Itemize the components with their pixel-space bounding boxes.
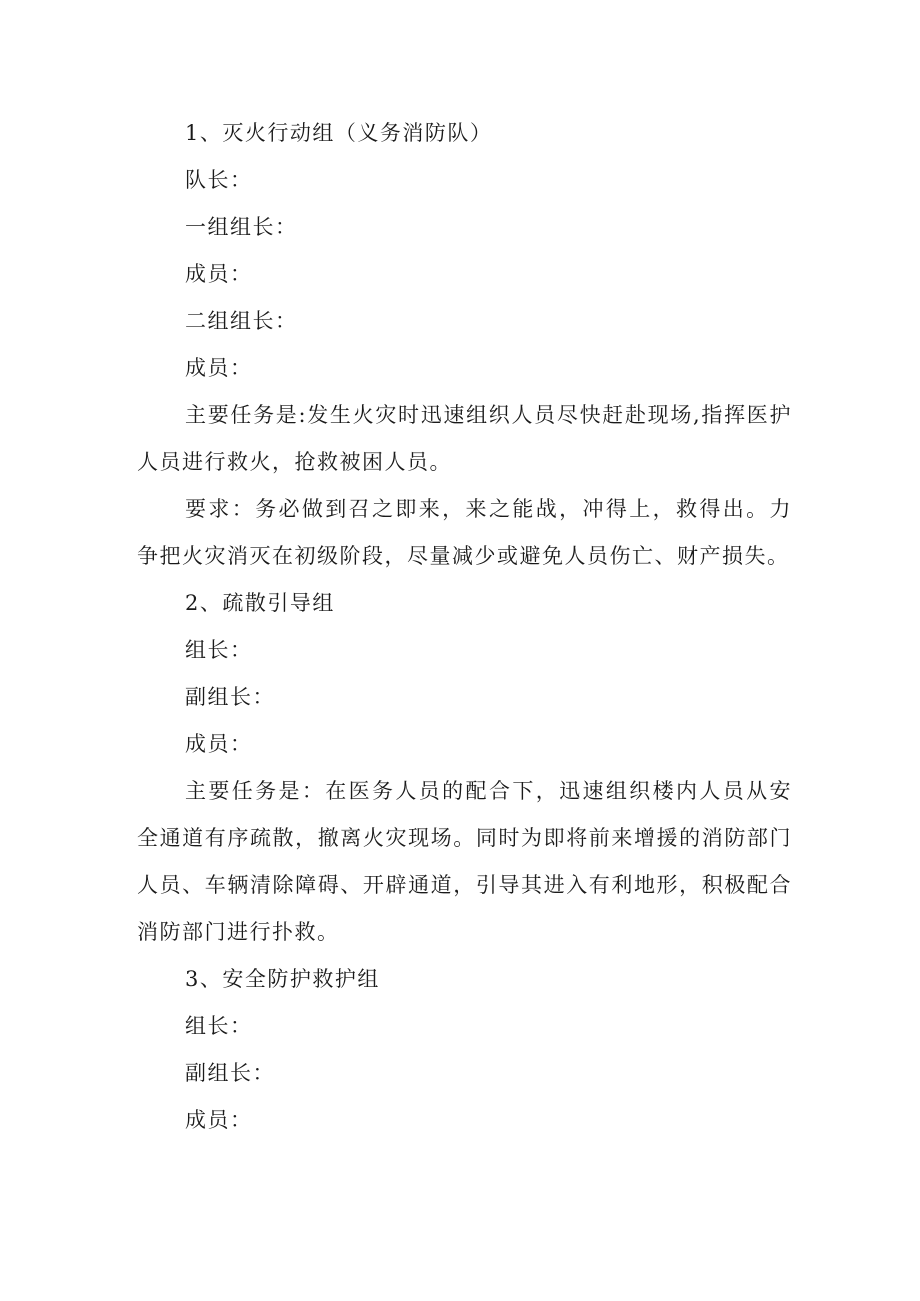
heading-safety-rescue-group: 3、安全防护救护组 [185, 967, 380, 991]
field-members: 成员： [185, 1108, 253, 1132]
field-members: 成员： [185, 262, 253, 286]
paragraph-main-task: 主要任务是:发生火灾时迅速组织人员尽快赶赴现场,指挥医护人员进行救火，抢救被困人员。 [137, 403, 792, 474]
field-leader: 组长： [185, 1014, 253, 1038]
field-captain: 队长： [185, 168, 253, 192]
heading-evacuation-group: 2、疏散引导组 [185, 591, 335, 615]
field-members: 成员： [185, 732, 253, 756]
field-group1-leader: 一组组长： [185, 215, 298, 239]
field-deputy-leader: 副组长： [185, 685, 275, 709]
field-deputy-leader: 副组长： [185, 1061, 275, 1085]
paragraph-requirements: 要求：务必做到召之即来，来之能战，冲得上，救得出。力争把火灾消灭在初级阶段，尽量减少或避免人员伤亡、财产损失。 [137, 497, 792, 568]
heading-fire-fighting-group: 1、灭火行动组（义务消防队） [185, 121, 493, 145]
field-members: 成员： [185, 356, 253, 380]
document-body [137, 110, 792, 1144]
field-group2-leader: 二组组长： [185, 309, 298, 333]
paragraph-evacuation-task: 主要任务是：在医务人员的配合下，迅速组织楼内人员从安全通道有序疏散，撤离火灾现场。同时为即将前来增援的消防部门人员、车辆清除障碍、开辟通道，引导其进入有利地形，积极配合消防部门进行扑救。 [137, 779, 792, 944]
field-leader: 组长： [185, 638, 253, 662]
